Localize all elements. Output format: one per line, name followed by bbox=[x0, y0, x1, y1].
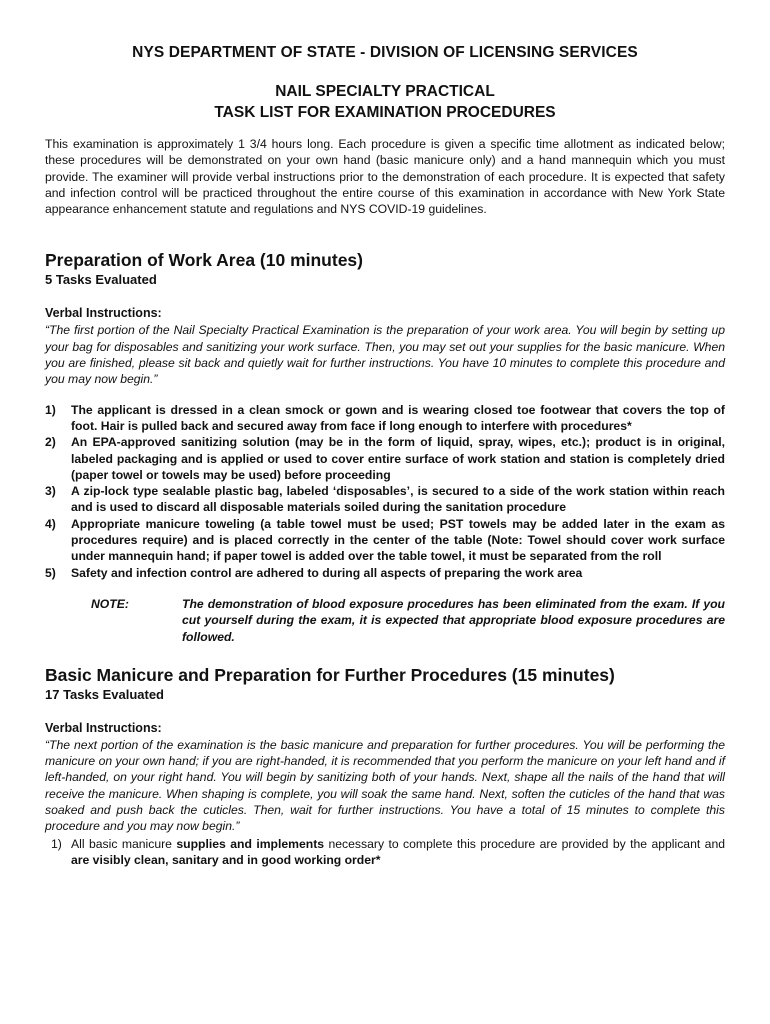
verbal-instructions-label: Verbal Instructions: bbox=[45, 720, 162, 735]
department-heading: NYS DEPARTMENT OF STATE - DIVISION OF LICENSING SERVICES bbox=[132, 44, 638, 61]
note-label: NOTE: bbox=[91, 596, 129, 611]
work-area-task-list bbox=[45, 402, 725, 581]
title-line-2: TASK LIST FOR EXAMINATION PROCEDURES bbox=[214, 104, 556, 121]
intro-paragraph: This examination is approximately 1 3/4 hours long. Each procedure is given a specific time allotment as indicated below; these procedures will be demonstrated on your own hand (basic manicure only) and a hand mannequin which you must provide. The examiner will provide verbal instructions prior to the demonstration of each procedure. It is expected that safety and infection control will be practiced throughout the entire course of this examination in accordance with New York State appearance enhancement statute and regulations and NYS COVID-19 guidelines. bbox=[45, 137, 725, 217]
verbal-instructions-text: “The next portion of the examination is the basic manicure and preparation for further procedures. You will be performing the manicure on your own hand; if you are right-handed, it is recommended that you perform the manicure on your left hand and if left-handed, on your right hand. You will begin by sanitizing both of your hands. Next, shape all the nails of the hand that will receive the manicure. When shaping is complete, you will soak the same hand. Next, soften the cuticles of the hand that was soaked and push back the cuticles. Then, wait for further instructions. You have a total of 15 minutes to complete this procedure and you may now begin.” bbox=[45, 737, 725, 834]
task-item: 5) Safety and infection control are adhered to during all aspects of preparing the work area bbox=[45, 565, 583, 580]
tasks-evaluated-count: 17 Tasks Evaluated bbox=[45, 686, 164, 702]
task-item: 2) An EPA-approved sanitizing solution (may be in the form of liquid, spray, wipes, etc.); product is in original, labeled packaging and is applied or used to cover entire surface of work station and station is completely dried (paper towel or towels may be used) before proceeding bbox=[45, 435, 725, 482]
task-item: 1) All basic manicure supplies and implements necessary to complete this procedure are provided by the applicant and are visibly clean, sanitary and in good working order* bbox=[51, 836, 726, 867]
task-item: 4) Appropriate manicure toweling (a table towel must be used; PST towels may be added later in the exam as procedures require) and is placed correctly in the center of the table (Note: Towel should cover work surface under mannequin hand; if paper towel is added over the table towel, it must be separated from the roll bbox=[45, 516, 725, 564]
tasks-evaluated-count: 5 Tasks Evaluated bbox=[45, 272, 157, 288]
task-item: 3) A zip-lock type sealable plastic bag, labeled ‘disposables’, is secured to a side of the work station within reach and is used to discard all disposable materials soiled during the sanitation procedure bbox=[45, 484, 725, 515]
note-block bbox=[45, 596, 725, 645]
note-text: The demonstration of blood exposure procedures has been eliminated from the exam. If you cut yourself during the exam, it is expected that appropriate blood exposure procedures are followed. bbox=[182, 596, 725, 644]
title-line-1: NAIL SPECIALTY PRACTICAL bbox=[275, 83, 495, 100]
verbal-instructions-text: “The first portion of the Nail Specialty Practical Examination is the preparation of your work area. You will begin by setting up your bag for disposables and sanitizing your work surface. Then, you may set out your supplies for the basic manicure. When you are finished, please sit back and quietly wait for further instructions. You have 10 minutes to complete this procedure and you may now begin.” bbox=[45, 323, 725, 387]
verbal-instructions-label: Verbal Instructions: bbox=[45, 306, 162, 321]
section-heading-work-area: Preparation of Work Area (10 minutes) bbox=[45, 250, 363, 271]
task-item: 1) The applicant is dressed in a clean smock or gown and is wearing closed toe footwear that covers the top of foot. Hair is pulled back and secured away from face if long enough to interfere with procedures* bbox=[45, 402, 725, 433]
section-heading-basic-manicure: Basic Manicure and Preparation for Further Procedures (15 minutes) bbox=[45, 664, 615, 685]
manicure-task-list bbox=[45, 836, 725, 869]
